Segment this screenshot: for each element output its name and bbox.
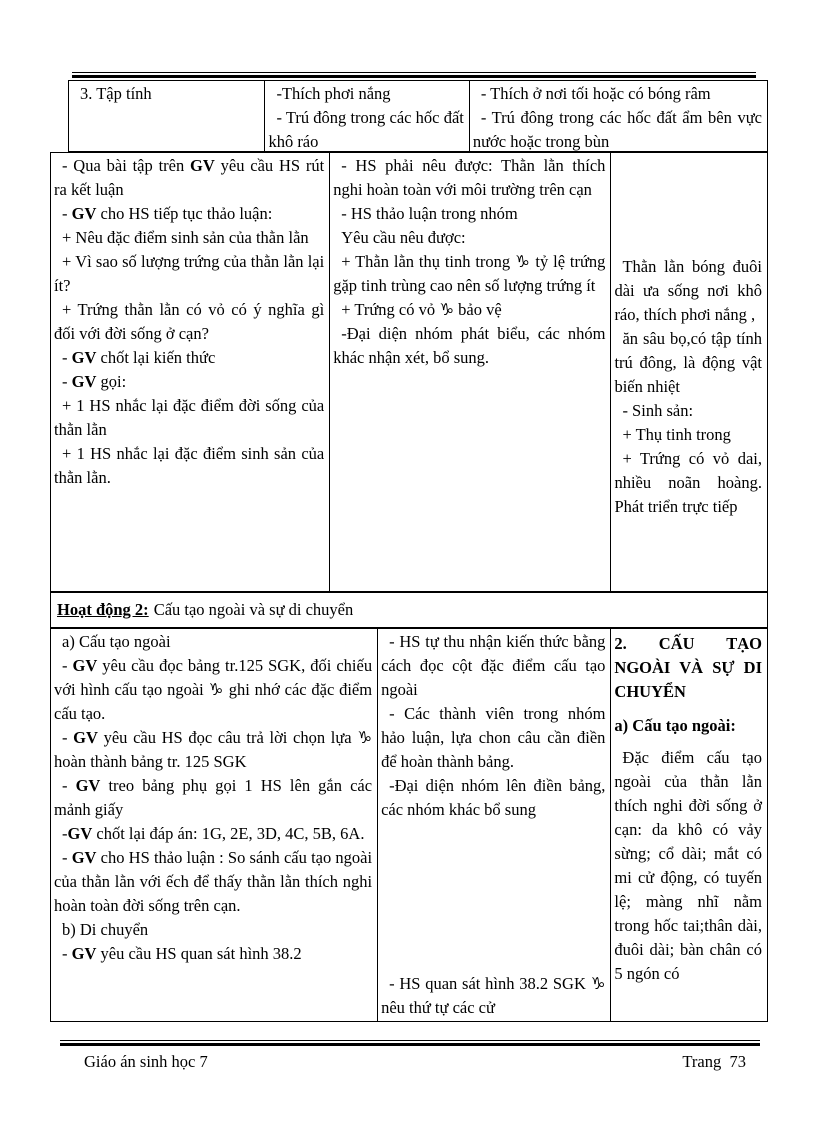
paragraph: - GV yêu cầu HS quan sát hình 38.2 [62,944,302,963]
paragraph: Đặc điểm cấu tạo ngoài của thằn lằn thích nghi đời sống ở cạn: da khô có vảy sừng; cổ dài; mắt có mi cử động, có tuyến lệ; màng nhĩ nằm trong hốc tai;thân dài, đuôi dài; bàn chân có 5 ngón có [614,748,762,983]
paragraph: + Thằn lằn thụ tinh trong ♑ tỷ lệ trứng gặp tinh trùng cao nên số lượng trứng ít [333,252,606,295]
paragraph: -Đại diện nhóm lên điền bảng, các nhóm khác bổ sung [381,776,606,819]
paragraph: + Trứng có vỏ dai, nhiều noãn hoàng. Phát triển trực tiếp [614,449,763,516]
activity1-content-column [611,153,767,591]
paragraph: + 1 HS nhắc lại đặc điểm sinh sản của thằn lằn. [54,444,325,487]
paragraph: + Vì sao số lượng trứng của thằn lằn lại ít? [54,252,325,295]
paragraph: + 1 HS nhắc lại đặc điểm đời sống của thằn lằn [54,396,325,439]
page-footer [60,1050,760,1074]
activity2-table [50,628,768,1022]
activity1-student-column [330,153,611,591]
paragraph: + Nêu đặc điểm sinh sản của thằn lằn [62,228,309,247]
tap-tinh-label-cell [69,81,265,151]
activity1-table [50,152,768,592]
paragraph: - Trú đông trong các hốc đất khô ráo [268,108,464,151]
paragraph: - GV chốt lại kiến thức [62,348,216,367]
paragraph: - GV treo bảng phụ gọi 1 HS lên gắn các mảnh giấy [54,776,373,819]
paragraph: - Các thành viên trong nhóm hảo luận, lựa chon câu cần điền để hoàn thành bảng. [381,704,606,771]
activity2-content-column [611,629,767,1021]
paragraph: 3. Tập tính [80,84,152,103]
paragraph: - Qua bài tập trên GV yêu cầu HS rút ra kết luận [54,156,325,199]
activity2-label: Hoạt động 2: [57,600,149,619]
paragraph: - GV cho HS thảo luận : So sánh cấu tạo ngoài của thằn lằn với ếch để thấy thằn lằn thích nghi hoàn toàn đời sống trên cạn. [54,848,373,915]
paragraph: -Đại diện nhóm phát biểu, các nhóm khác nhận xét, bổ sung. [333,324,606,367]
paragraph: - Trú đông trong các hốc đất ẩm bên vực nước hoặc trong bùn [472,108,762,151]
activity1-teacher-column [51,153,330,591]
tap-tinh-than-lan-cell [265,81,469,151]
footer-rule [60,1040,760,1046]
paragraph: + Thụ tinh trong [622,425,731,444]
paragraph: + Trứng thằn lằn có vỏ có ý nghĩa gì đối với đời sống ở cạn? [54,300,325,343]
paragraph: - HS phải nêu được: Thằn lằn thích nghi hoàn toàn với môi trường trên cạn [333,156,606,199]
paragraph: - HS thảo luận trong nhóm [341,204,518,223]
paragraph: - HS quan sát hình 38.2 SGK ♑ nêu thứ tự các cử [381,974,606,1017]
paragraph: b) Di chuyển [62,920,149,939]
paragraph: - Sinh sản: [622,401,694,420]
paragraph: Thằn lằn bóng đuôi dài ưa sống nơi khô ráo, thích phơi nắng , [614,257,763,324]
footer-doc-title: Giáo án sinh học 7 [84,1052,208,1071]
paragraph: - GV gọi: [62,372,127,391]
tap-tinh-ech-cell [470,81,767,151]
content-heading: 2. CẤU TẠO NGOÀI VÀ SỰ DI CHUYỂN [614,634,762,701]
paragraph: - GV cho HS tiếp tục thảo luận: [62,204,273,223]
paragraph: a) Cấu tạo ngoài [62,632,171,651]
activity2-header-row [50,592,768,628]
activity2-title: Cấu tạo ngoài và sự di chuyển [153,600,354,619]
tap-tinh-table [68,80,768,152]
paragraph: ăn sâu bọ,có tập tính trú đông, là động vật biến nhiệt [614,329,763,396]
paragraph: + Trứng có vỏ ♑ bảo vệ [341,300,502,319]
paragraph: - HS tự thu nhận kiến thức bằng cách đọc cột đặc điểm cấu tạo ngoài [381,632,606,699]
paragraph: - GV yêu cầu HS đọc câu trả lời chọn lựa ♑ hoàn thành bảng tr. 125 SGK [54,728,373,771]
paragraph: - Thích ở nơi tối hoặc có bóng râm [480,84,711,103]
paragraph: -Thích phơi nắng [276,84,391,103]
activity2-student-column [378,629,611,1021]
paragraph: -GV chốt lại đáp án: 1G, 2E, 3D, 4C, 5B, 6A. [62,824,365,843]
content-subheading: a) Cấu tạo ngoài: [614,716,736,735]
top-rule [72,72,756,78]
paragraph: - GV yêu cầu đọc bảng tr.125 SGK, đối chiếu với hình cấu tạo ngoài ♑ ghi nhớ các đặc điểm cấu tạo. [54,656,373,723]
activity2-teacher-column [51,629,378,1021]
paragraph: Yêu cầu nêu được: [341,228,466,247]
footer-page-number: Trang 73 [682,1052,746,1071]
